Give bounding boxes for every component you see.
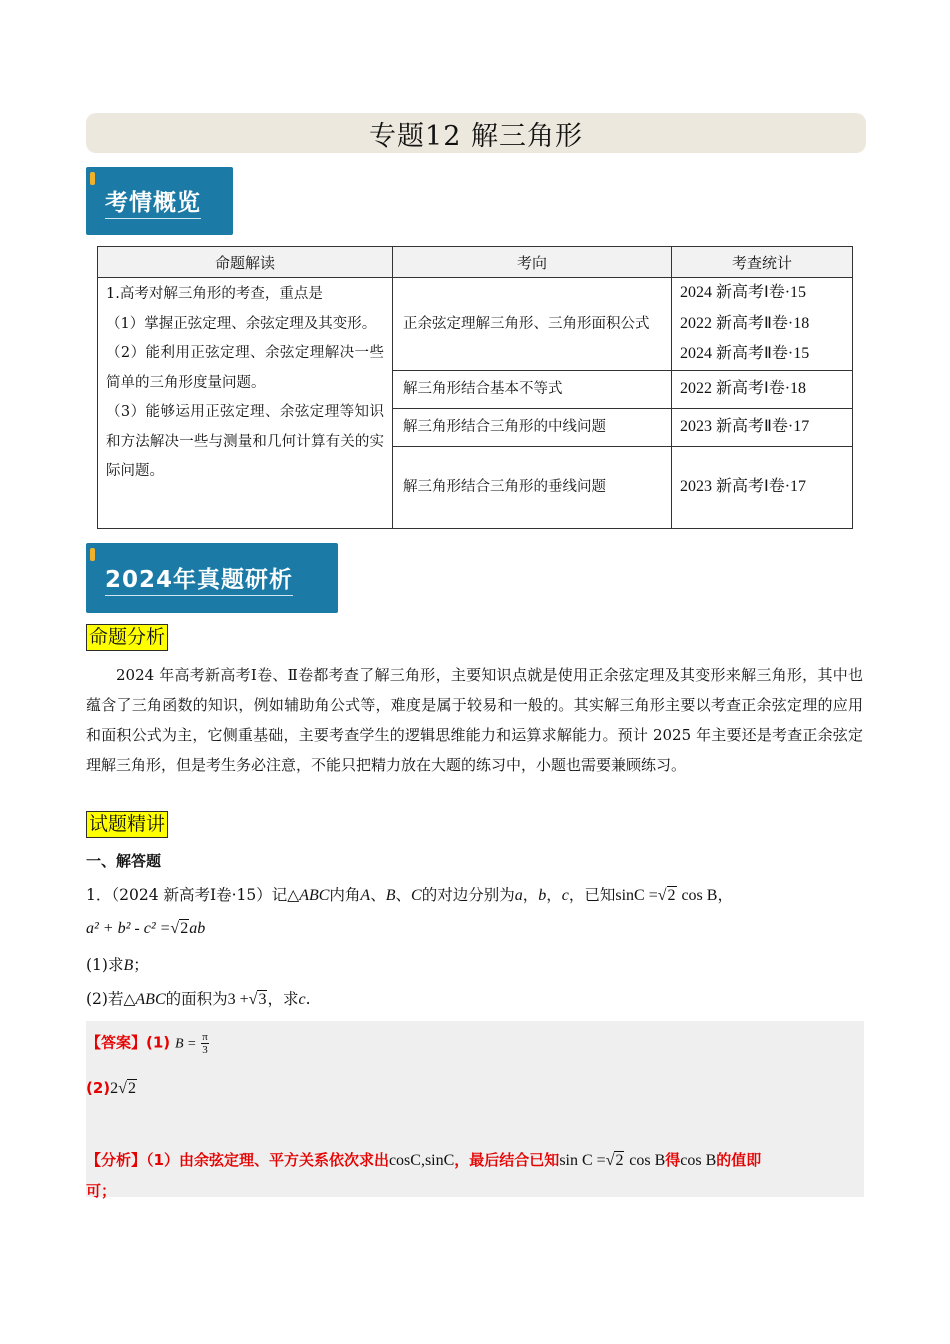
interpretation-line: 1.高考对解三角形的考查，重点是 xyxy=(106,286,323,302)
stat-item: 2023 新高考Ⅰ卷·17 xyxy=(680,478,807,496)
stat-item: 2024 新高考Ⅰ卷·15 xyxy=(680,284,807,302)
sqrt-sign-icon: √ xyxy=(248,991,258,1008)
interpretation-cell xyxy=(98,278,393,529)
answer-box xyxy=(86,1021,864,1200)
question-text: (2)若△ xyxy=(86,990,136,1008)
math-var: A xyxy=(360,887,371,904)
math-var: ABC xyxy=(135,991,166,1008)
answer-line-2 xyxy=(86,1079,137,1098)
question-text: . xyxy=(305,990,311,1008)
math-var: C xyxy=(411,887,422,904)
part-heading: 一、解答题 xyxy=(86,852,162,870)
stat-item: 2022 新高考Ⅱ卷·18 xyxy=(680,314,810,332)
direction-cell: 正余弦定理解三角形、三角形面积公式 xyxy=(393,278,672,371)
question-text: ， xyxy=(522,886,539,904)
math-var: b xyxy=(538,887,547,904)
math-expr: B = xyxy=(174,1036,197,1052)
interpretation-line: （1）掌握正弦定理、余弦定理及其变形。 xyxy=(106,315,377,332)
math-var: a xyxy=(514,887,523,904)
analysis-note xyxy=(86,1145,864,1206)
math-expr: sinC = xyxy=(615,887,658,904)
direction-cell: 解三角形结合基本不等式 xyxy=(393,371,672,409)
math-expr: 3 xyxy=(258,991,267,1008)
highlight-label-lecture: 试题精讲 xyxy=(86,811,168,838)
note-text: ，最后结合已知 xyxy=(454,1151,560,1169)
math-expr: cos B xyxy=(681,887,718,904)
table-header: 考向 xyxy=(393,247,672,278)
answer-label-2: (2) xyxy=(86,1079,111,1097)
section-tag-2024-analysis xyxy=(86,543,338,613)
interpretation-line: （2）能利用正弦定理、余弦定理解决一些简单的三角形度量问题。 xyxy=(106,345,384,391)
stats-cell xyxy=(672,409,853,447)
fraction-num: π xyxy=(202,1031,208,1043)
question-text: 、 xyxy=(370,886,386,904)
page-title: 专题12 解三角形 xyxy=(86,113,866,153)
question-text: ， xyxy=(717,886,733,904)
question-text: 内角 xyxy=(329,886,361,904)
math-var: c xyxy=(561,887,569,904)
math-var: ABC xyxy=(299,887,330,904)
math-expr: 3 + xyxy=(227,991,249,1008)
question-text: 的对边分别为 xyxy=(421,886,515,904)
note-text: 得 xyxy=(665,1151,681,1169)
tag-marker-icon xyxy=(90,548,95,561)
math-expr: cos B xyxy=(629,1152,666,1169)
question-text: (1)求 xyxy=(86,956,124,974)
note-text: 【分析】（1）由余弦定理、平方关系依次求出 xyxy=(86,1151,389,1169)
math-var: B xyxy=(123,957,134,974)
direction-cell: 解三角形结合三角形的中线问题 xyxy=(393,409,672,447)
question-text: 、 xyxy=(395,886,412,904)
math-expr: 2 xyxy=(180,920,189,937)
question-text: 的面积为 xyxy=(165,990,228,1008)
question-text: ，已知 xyxy=(568,886,616,904)
question-text: 1．（2024 新高考Ⅰ卷·15）记△ xyxy=(86,886,300,904)
math-expr: 2 xyxy=(667,887,676,904)
stat-item: 2022 新高考Ⅰ卷·18 xyxy=(680,380,807,398)
math-expr: cosC,sinC xyxy=(388,1152,455,1169)
highlight-label-analysis: 命题分析 xyxy=(86,624,168,651)
math-var: c xyxy=(298,991,306,1008)
question-line xyxy=(86,883,733,905)
question-text: ，求 xyxy=(267,990,299,1008)
table-header: 命题解读 xyxy=(98,247,393,278)
table-header-row xyxy=(98,247,853,278)
section-tag-overview xyxy=(86,167,233,235)
fraction xyxy=(201,1031,209,1056)
stat-item: 2024 新高考Ⅱ卷·15 xyxy=(680,345,810,363)
sqrt-sign-icon: √ xyxy=(170,920,180,937)
overview-table xyxy=(97,246,853,529)
question-text: ， xyxy=(546,886,562,904)
sqrt-sign-icon: √ xyxy=(118,1080,127,1097)
question-part-1 xyxy=(86,953,149,975)
question-part-2 xyxy=(86,987,311,1009)
interpretation-line: （3）能够运用正弦定理、余弦定理等知识和方法解决一些与测量和几何计算有关的实际问题。 xyxy=(106,404,384,479)
table-header: 考查统计 xyxy=(672,247,853,278)
sqrt-sign-icon: √ xyxy=(605,1152,615,1169)
math-expr: ab xyxy=(189,920,206,937)
math-var: B xyxy=(385,887,396,904)
math-expr: 2 xyxy=(127,1080,136,1097)
stats-cell xyxy=(672,371,853,409)
sqrt-sign-icon: √ xyxy=(657,887,667,904)
note-text: 可； xyxy=(86,1182,117,1200)
answer-line-1 xyxy=(86,1031,209,1056)
stats-cell xyxy=(672,278,853,371)
direction-cell: 解三角形结合三角形的垂线问题 xyxy=(393,447,672,529)
question-line xyxy=(86,919,205,938)
fraction-den: 3 xyxy=(202,1044,208,1056)
section-label: 2024年真题研析 xyxy=(105,561,293,596)
answer-label: 【答案】(1) xyxy=(86,1033,171,1052)
note-text: 的值即 xyxy=(716,1151,762,1169)
stat-item: 2023 新高考Ⅱ卷·17 xyxy=(680,418,810,436)
stats-cell xyxy=(672,447,853,529)
section-label: 考情概览 xyxy=(105,184,201,219)
math-expr: 2 xyxy=(110,1080,119,1097)
analysis-paragraph: 2024 年高考新高考Ⅰ卷、Ⅱ卷都考查了解三角形，主要知识点就是使用正余弦定理及其变形来解三角形，其中也蕴含了三角函数的知识，例如辅助角公式等，难度是属于较易和一般的。其实解三角形主要以考查正余弦定理的应用和面积公式为主，它侧重基础，主要考查学生的逻辑思维能力和运算求解能力。预计 2025 年主要还是考查正余弦定理解三角形，但是考生务必注意，不能只把精力放在大题的练习中，小题也需要兼顾练习。 xyxy=(86,666,863,774)
math-expr: sin C = xyxy=(559,1152,606,1169)
tag-marker-icon xyxy=(90,172,95,185)
math-expr: a² + b² - c² = xyxy=(86,920,171,937)
question-text: ； xyxy=(133,956,149,974)
math-expr: 2 xyxy=(615,1152,624,1169)
math-expr: cos B xyxy=(680,1152,717,1169)
table-row xyxy=(98,278,853,371)
